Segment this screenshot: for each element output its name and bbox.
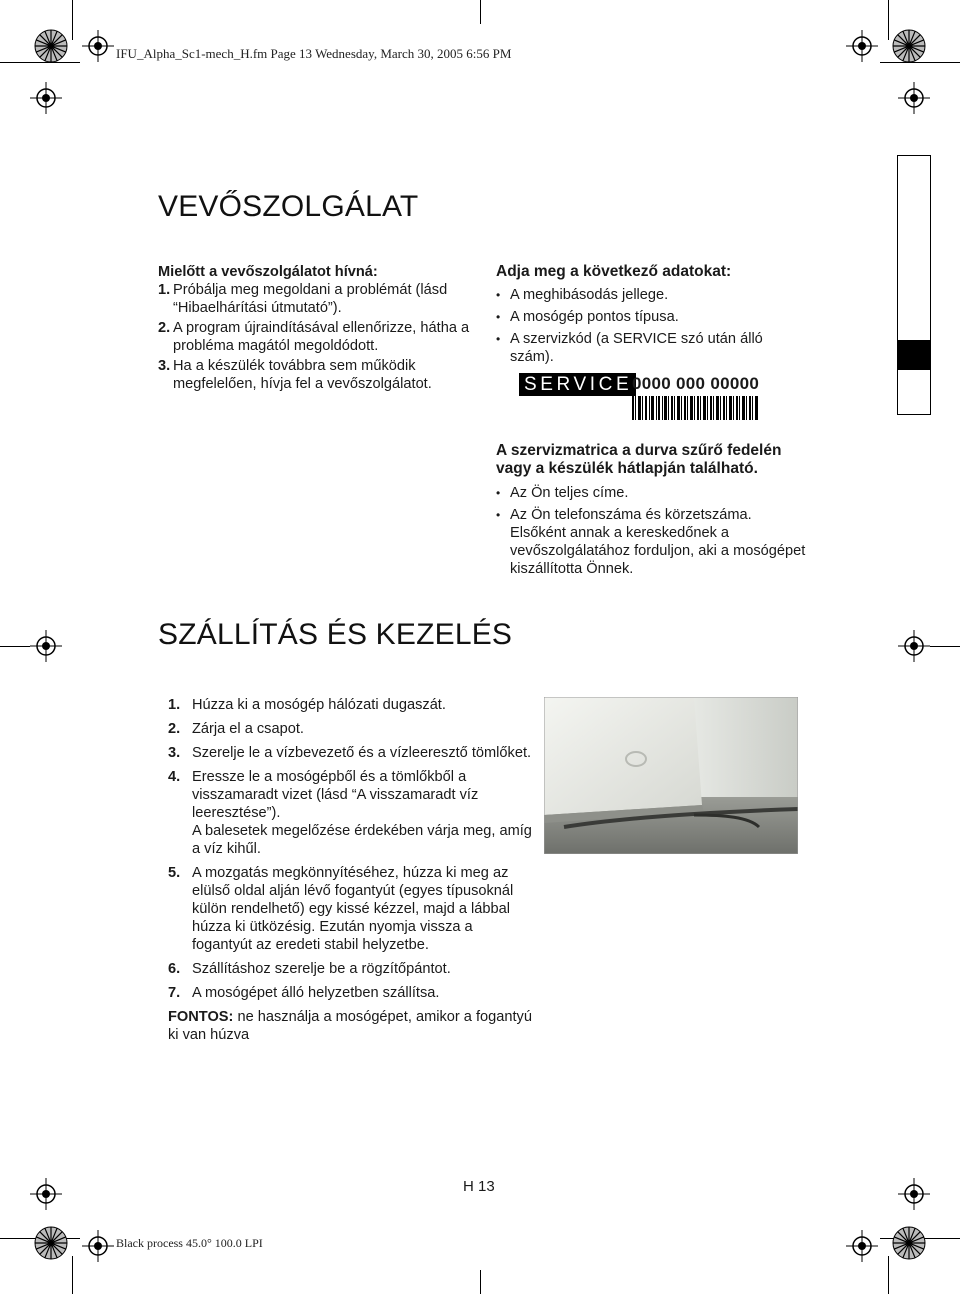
crop-mark	[888, 0, 889, 40]
registration-mark-icon	[898, 82, 930, 114]
service-number: 0000 000 00000	[632, 374, 760, 393]
registration-mark-icon	[30, 630, 62, 662]
contact-items-list	[496, 484, 816, 524]
crop-mark	[930, 646, 960, 647]
registration-mark-icon	[898, 1178, 930, 1210]
intro-heading: Mielőtt a vevőszolgálatot hívná:	[158, 264, 378, 280]
closing-note: Elsőként annak a kereskedőnek a vevőszolgálatához forduljon, aki a mosógépet kiszállította Önnek.	[510, 525, 806, 577]
registration-mark-icon	[82, 1230, 114, 1262]
list-item: • A szervizkód (a SERVICE szó után álló szám).	[496, 330, 806, 366]
sticker-note: A szervizmatrica a durva szűrő fedelén vagy a készülék hátlapján található.	[496, 442, 782, 477]
list-item: 6. Szállításhoz szerelje be a rögzítőpántot.	[168, 961, 451, 977]
list-item: 4. Eressze le a mosógépből és a tömlőkből a visszamaradt vizet (lásd “A visszamaradt víz leeresztése”). A balesetek megelőzése érdekében várja meg, amíg a víz kihűl.	[168, 769, 532, 857]
data-request-block	[496, 263, 806, 370]
list-item: 1. Próbálja meg megoldani a problémát (lásd “Hibaelhárítási útmutató”).	[158, 282, 448, 316]
starburst-mark-icon	[892, 1226, 926, 1260]
crop-mark	[480, 1270, 481, 1294]
list-item: • A mosógép pontos típusa.	[496, 308, 806, 326]
crop-mark	[0, 646, 30, 647]
service-intro-block	[158, 263, 478, 393]
crop-mark	[480, 0, 481, 24]
thumb-tab-marker	[897, 340, 931, 370]
section-title-szallitas: SZÁLLÍTÁS ÉS KEZELÉS	[158, 618, 513, 651]
barcode-icon	[632, 396, 760, 420]
section-title-vevoszolgalat: VEVŐSZOLGÁLAT	[158, 190, 419, 223]
crop-mark	[72, 0, 73, 40]
list-item: 3. Szerelje le a vízbevezető és a vízleeresztő tömlőket.	[168, 745, 532, 761]
registration-mark-icon	[30, 82, 62, 114]
data-items-list	[496, 286, 806, 366]
list-item: • A meghibásodás jellege.	[496, 286, 806, 304]
list-item: 2. A program újraindításával ellenőrizze, hátha a probléma magától megoldódott.	[158, 320, 470, 354]
starburst-mark-icon	[34, 29, 68, 63]
list-item: 3. Ha a készülék továbbra sem működik megfelelően, hívja fel a vevőszolgálatot.	[158, 358, 432, 392]
print-footer: Black process 45.0° 100.0 LPI	[116, 1236, 263, 1250]
list-item: 2. Zárja el a csapot.	[168, 721, 304, 737]
list-item: 1. Húzza ki a mosógép hálózati dugaszát.	[168, 697, 446, 713]
sticker-info-block	[496, 442, 816, 578]
transport-steps	[168, 696, 534, 1002]
registration-mark-icon	[82, 30, 114, 62]
starburst-mark-icon	[34, 1226, 68, 1260]
print-header: IFU_Alpha_Sc1-mech_H.fm Page 13 Wednesday, March 30, 2005 6:56 PM	[116, 46, 512, 61]
crop-mark	[72, 1256, 73, 1294]
pre-call-steps	[158, 281, 478, 393]
starburst-mark-icon	[892, 29, 926, 63]
registration-mark-icon	[846, 1230, 878, 1262]
data-heading: Adja meg a következő adatokat:	[496, 263, 732, 280]
crop-mark	[888, 1256, 889, 1294]
list-item: 5. A mozgatás megkönnyítéséhez, húzza ki meg az elülső oldal alján lévő fogantyút (egyes típusoknál külön rendelhető) egy kissé kézzel, majd a lábbal húzza ki ütközésig. Ezután nyomja vissza a fogantyút az eredeti stabil helyzetbe.	[168, 865, 514, 953]
thumb-tab-frame	[897, 155, 931, 415]
registration-mark-icon	[30, 1178, 62, 1210]
list-item: • Az Ön telefonszáma és körzetszáma.	[496, 506, 816, 524]
registration-mark-icon	[846, 30, 878, 62]
list-item: 7. A mosógépet álló helyzetben szállítsa.	[168, 985, 440, 1001]
registration-mark-icon	[898, 630, 930, 662]
list-item: • Az Ön teljes címe.	[496, 484, 816, 502]
warning-note: FONTOS: ne használja a mosógépet, amikor a fogantyú ki van húzva	[168, 1009, 532, 1043]
page-number: H 13	[463, 1178, 495, 1195]
service-label-badge: SERVICE	[519, 373, 636, 396]
washing-machine-photo	[544, 697, 798, 854]
transport-steps-block	[168, 696, 534, 1044]
